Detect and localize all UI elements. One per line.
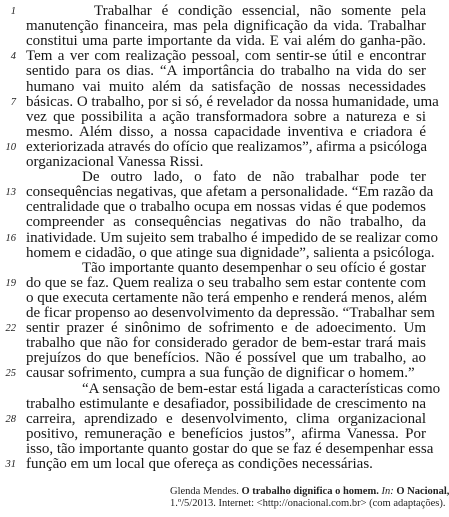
line-number: 13 (5, 187, 16, 199)
citation-in-label: In: (381, 486, 394, 497)
text-line: inatividade. Um sujeito sem trabalho é impedido de se realizar como (26, 229, 438, 246)
text-line: o que executa certamente não terá empenho e renderá menos, além (26, 289, 428, 306)
source-citation (170, 486, 449, 510)
text-line: organizacional Vanessa Rissi. (26, 154, 204, 170)
text-line: consequências negativas, que afetam a personalidade. “Em razão da (26, 184, 434, 201)
text-line: causar sofrimento, cumpra a sua função de dignificar o homem.” (26, 365, 415, 382)
line-number: 22 (5, 323, 16, 335)
text-line: “A sensação de bem-estar está ligada a características como (82, 380, 441, 397)
line-number: 28 (5, 413, 16, 425)
text-line: Tem a ver com realização pessoal, com sentir-se útil e encontrar (26, 48, 426, 65)
text-line: carreira, aprendizado e desenvolvimento, clima organizacional (26, 410, 426, 427)
text-line: De outro lado, o fato de não trabalhar pode ter (82, 169, 426, 186)
line-number: 4 (10, 51, 16, 63)
text-line: positivo, remuneração e benefícios justos”, afirma Vanessa. Por (26, 425, 426, 442)
text-line: constitui uma parte importante da vida. E vai além do ganha-pão. (26, 33, 426, 50)
text-line: isso, tão importante quanto gostar do que se faz é desempenhar essa (26, 440, 434, 457)
text-line: básicas. O trabalho, por si só, é revelador da nossa humanidade, uma (26, 93, 439, 110)
text-line: sentir prazer é sinônimo de sofrimento e de adoecimento. Um (26, 320, 426, 337)
text-line: mesmo. Além disso, a nossa capacidade inventiva e criadora é (26, 123, 426, 140)
citation-publication: O Nacional, (396, 486, 449, 497)
text-line: sentido para os dias. “A importância do trabalho na vida do ser (26, 63, 426, 80)
citation-author: Glenda Mendes. (170, 486, 239, 497)
text-line: do que se faz. Quem realiza o seu trabalho sem estar contente com (26, 274, 426, 291)
citation-title: O trabalho dignifica o homem. (241, 486, 379, 497)
text-line: Trabalhar é condição essencial, não somente pela (94, 3, 426, 19)
line-number: 16 (5, 232, 16, 244)
citation-note: (com adaptações). (369, 498, 446, 509)
text-line: trabalho estimulante e desafiador, possibilidade de crescimento na (26, 395, 426, 412)
text-line: de ficar propenso ao desenvolvimento da depressão. “Trabalhar sem (26, 305, 435, 321)
citation-internet-label: Internet: (218, 498, 255, 509)
citation-date: 1.º/5/2013. (170, 498, 216, 509)
text-line: trabalho que não for considerado gerador de bem-estar trará mais (26, 335, 426, 352)
citation-line-2 (170, 498, 446, 510)
line-number: 1 (10, 6, 16, 17)
text-line: humano vai muito além da satisfação de nossas necessidades (26, 78, 426, 95)
text-line: manutenção financeira, mas pela dignificação da vida. Trabalhar (26, 18, 426, 35)
text-line: vez que possibilita a ação transformadora sobre a natureza e si (26, 108, 426, 125)
text-line: exteriorizada através do ofício que realizamos”, afirma a psicóloga (26, 138, 428, 155)
text-line: compreender as consequências negativas do não trabalho, da (26, 214, 426, 231)
citation-line-1 (170, 486, 449, 498)
text-line: prejuízos do que benefícios. Não é possível que um trabalho, ao (26, 350, 426, 367)
text-line: centralidade que o trabalho ocupa em nossas vidas é que podemos (26, 199, 426, 216)
line-number: 31 (5, 459, 16, 470)
text-line: função em um local que ofereça as condições necessárias. (26, 456, 373, 472)
line-number: 7 (10, 96, 16, 108)
text-line: homem e cidadão, o que atinge sua dignidade”, salienta a psicóloga. (26, 244, 435, 261)
line-number: 25 (5, 368, 16, 380)
text-line: Tão importante quanto desempenhar o seu ofício é gostar (82, 259, 427, 276)
line-number: 10 (5, 141, 16, 153)
line-number: 19 (5, 277, 16, 289)
citation-url: <http://onacional.com.br> (256, 498, 367, 509)
